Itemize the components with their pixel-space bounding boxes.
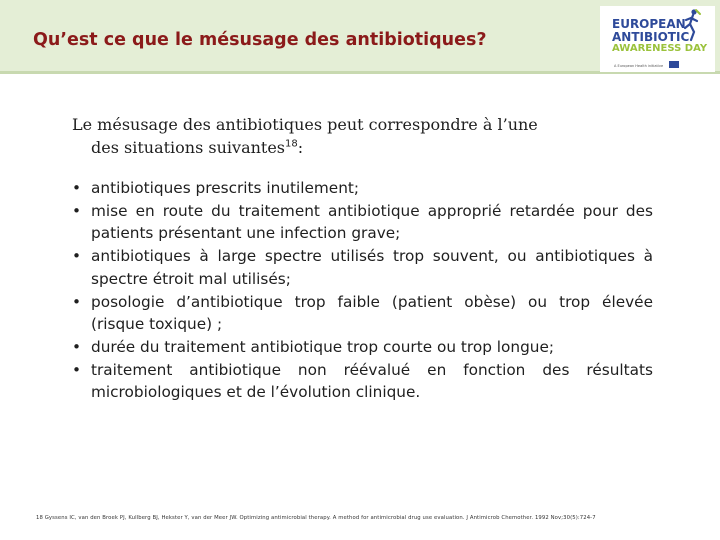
list-item-text: antibiotiques à large spectre utilisés trop souvent, ou antibiotiques à spectre étroit mal utilisés; [91,247,653,288]
bullet-icon: • [72,201,82,220]
intro-line-2-suffix: : [297,138,304,157]
list-item-text: antibiotiques prescrits inutilement; [91,179,360,197]
logo-text-european: EUROPEAN [612,17,686,31]
intro-line-2 [72,136,672,159]
list-item-text: traitement antibiotique non réévalué en fonction des résultats microbiologiques et de l’évolution clinique. [91,360,653,402]
slide-title: Qu’est ce que le mésusage des antibiotiques? [33,30,487,50]
bullet-icon: • [72,179,82,197]
list-item-text: posologie d’antibiotique trop faible (patient obèse) ou trop élevée (risque toxique) ; [91,292,653,334]
intro-line-2-text: des situations suivantes [91,138,286,157]
list-item [72,359,653,404]
bullet-list [72,177,653,404]
logo-text-awareness-day: AWARENESS DAY [612,43,708,54]
list-item [72,200,653,245]
intro-paragraph [72,113,672,159]
bullet-icon: • [72,247,82,266]
eu-flag-icon [669,61,679,68]
footnote-reference: 18 [285,138,298,150]
footnote: 18 Gyssens IC, van den Broek PJ, Kullberg BJ, Hekster Y, van der Meer JW. Optimizing antimicrobial therapy. A method for antimicrobial drug use evaluation. J Antimicrob Chemother. 1992 Nov;30(5):724-7 [36,515,596,521]
bullet-icon: • [72,292,82,311]
logo-text-antibiotic: ANTIBIOTIC [612,30,690,44]
list-item [72,177,653,200]
list-item-text: durée du traitement antibiotique trop courte ou trop longue; [91,337,555,356]
bullet-icon: • [72,337,82,356]
list-item [72,245,653,290]
bullet-icon: • [72,360,82,379]
list-item [72,291,653,336]
intro-line-1: Le mésusage des antibiotiques peut correspondre à l’une [72,115,538,134]
eaad-logo [600,6,715,72]
runner-figure-icon [680,8,702,42]
list-item-text: mise en route du traitement antibiotique approprié retardée pour des patients présentant une infection grave; [91,201,653,243]
logo-tagline: A European Health initiative [614,64,664,68]
list-item [72,336,653,359]
